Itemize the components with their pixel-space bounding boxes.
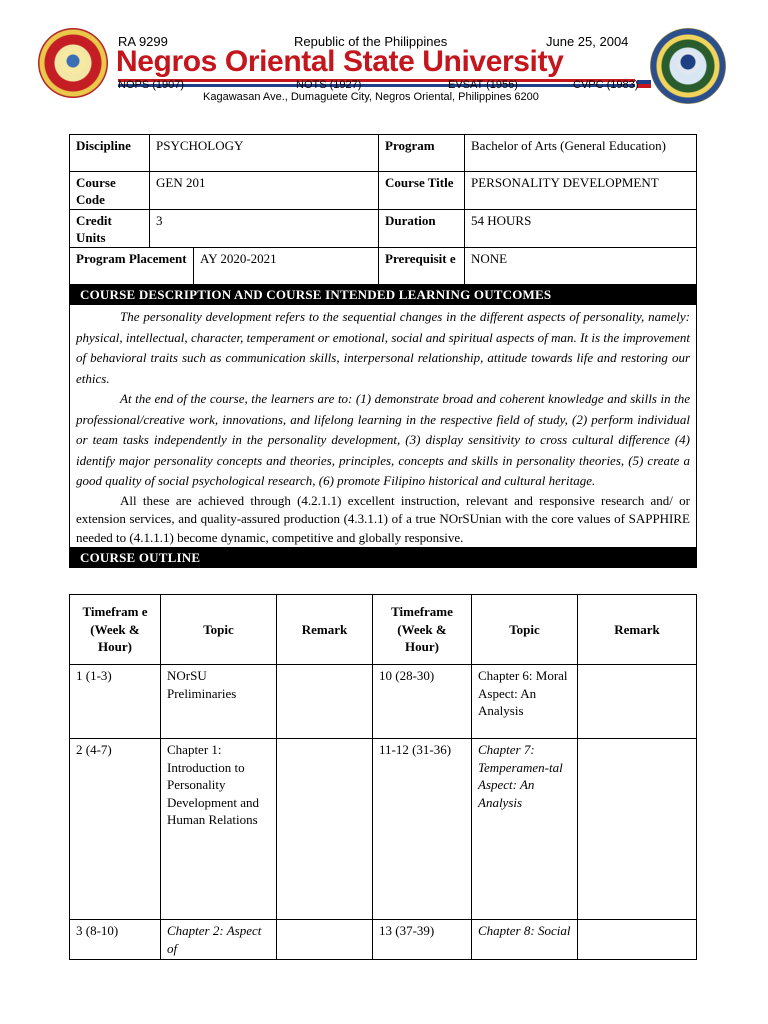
history-item: NOTS (1927) xyxy=(296,79,362,91)
remark-cell xyxy=(578,920,697,960)
header-rule-red xyxy=(118,79,635,82)
table-row xyxy=(70,920,697,960)
timeframe-header: Timefram e (Week & Hour) xyxy=(70,595,161,665)
timeframe-cell: 2 (4-7) xyxy=(70,739,161,920)
college-seal-logo xyxy=(650,28,726,104)
program-value: Bachelor of Arts (General Education) xyxy=(465,135,697,172)
university-address: Kagawasan Ave., Dumaguete City, Negros Oriental, Philippines 6200 xyxy=(203,91,539,103)
duration-label: Duration xyxy=(379,210,465,248)
header-rule-blue xyxy=(118,84,635,87)
program-label: Program xyxy=(379,135,465,172)
topic-cell: Chapter 2: Aspect of xyxy=(161,920,277,960)
remark-header: Remark xyxy=(578,595,697,665)
flag-icon xyxy=(637,80,651,88)
duration-value: 54 HOURS xyxy=(465,210,697,248)
norsu-seal-logo xyxy=(38,28,108,98)
timeframe-cell: 3 (8-10) xyxy=(70,920,161,960)
topic-cell: NOrSU Preliminaries xyxy=(161,665,277,739)
charter-date: June 25, 2004 xyxy=(546,34,629,49)
timeframe-cell: 10 (28-30) xyxy=(373,665,472,739)
history-item: CVPC (1983) xyxy=(573,79,639,91)
credit-units-value: 3 xyxy=(150,210,379,248)
republic-text: Republic of the Philippines xyxy=(294,34,448,49)
timeframe-cell: 13 (37-39) xyxy=(373,920,472,960)
course-code-value: GEN 201 xyxy=(150,172,379,210)
course-outline-table xyxy=(69,594,697,960)
topic-cell: Chapter 1: Introduction to Personality Development and Human Relations xyxy=(161,739,277,920)
course-info-table xyxy=(69,134,697,568)
topic-header: Topic xyxy=(472,595,578,665)
remark-cell xyxy=(277,739,373,920)
description-paragraph: The personality development refers to the sequential changes in the different aspects of personality, namely: physical, intellectual, character, temperament or emotional, social and spiritual aspects of man. It is the improvement of behavioral traits such as communication skills, interpersonal relationship, attitude towards life and restoring our ethics. xyxy=(76,309,690,386)
remark-cell xyxy=(578,739,697,920)
timeframe-cell: 11-12 (31-36) xyxy=(373,739,472,920)
topic-cell: Chapter 6: Moral Aspect: An Analysis xyxy=(472,665,578,739)
timeframe-cell: 1 (1-3) xyxy=(70,665,161,739)
discipline-label: Discipline xyxy=(70,135,150,172)
topic-cell: Chapter 8: Social xyxy=(472,920,578,960)
mission-paragraph: All these are achieved through (4.2.1.1) excellent instruction, relevant and responsive research and/ or extension services, and quality-assured production (4.3.1.1) of a true NOrSUnian with the core values of SAPPHIRE needed to (4.1.1.1) become dynamic, competitive and globally responsive. xyxy=(76,492,690,545)
placement-value: AY 2020-2021 xyxy=(194,248,379,285)
timeframe-header: Timeframe (Week & Hour) xyxy=(373,595,472,665)
learning-outcomes-paragraph: At the end of the course, the learners are to: (1) demonstrate broad and coherent knowledge and skills in the professional/creative work, innovations, and lifelong learning in the respective field of study, (2) perform individual or team tasks independently in the personality development, (3) display sensitivity to cross cultural difference (4) identify major personality concepts and theories, principles, concepts and skills in personality theories, (5) create a good quality of social psychological research, (6) promote Filipino historical and cultural heritage. xyxy=(76,391,690,488)
history-item: NOPS (1907) xyxy=(118,79,185,91)
discipline-value: PSYCHOLOGY xyxy=(150,135,379,172)
description-body xyxy=(70,305,697,548)
course-title-value: PERSONALITY DEVELOPMENT xyxy=(465,172,697,210)
topic-header: Topic xyxy=(161,595,277,665)
placement-label: Program Placement xyxy=(70,248,194,285)
university-name: Negros Oriental State University xyxy=(116,45,564,78)
ra-number: RA 9299 xyxy=(118,34,168,49)
remark-header: Remark xyxy=(277,595,373,665)
description-heading: COURSE DESCRIPTION AND COURSE INTENDED LEARNING OUTCOMES xyxy=(70,285,697,305)
credit-units-label: Credit Units xyxy=(70,210,150,248)
course-code-label: Course Code xyxy=(70,172,150,210)
outline-heading: COURSE OUTLINE xyxy=(70,548,697,568)
prerequisite-value: NONE xyxy=(465,248,697,285)
remark-cell xyxy=(578,665,697,739)
remark-cell xyxy=(277,665,373,739)
course-title-label: Course Title xyxy=(379,172,465,210)
prerequisite-label: Prerequisit e xyxy=(379,248,465,285)
remark-cell xyxy=(277,920,373,960)
table-row xyxy=(70,665,697,739)
history-item: EVSAT (1956) xyxy=(448,79,518,91)
topic-cell: Chapter 7: Temperamen-tal Aspect: An Analysis xyxy=(472,739,578,920)
table-row xyxy=(70,739,697,920)
letterhead xyxy=(0,0,768,110)
